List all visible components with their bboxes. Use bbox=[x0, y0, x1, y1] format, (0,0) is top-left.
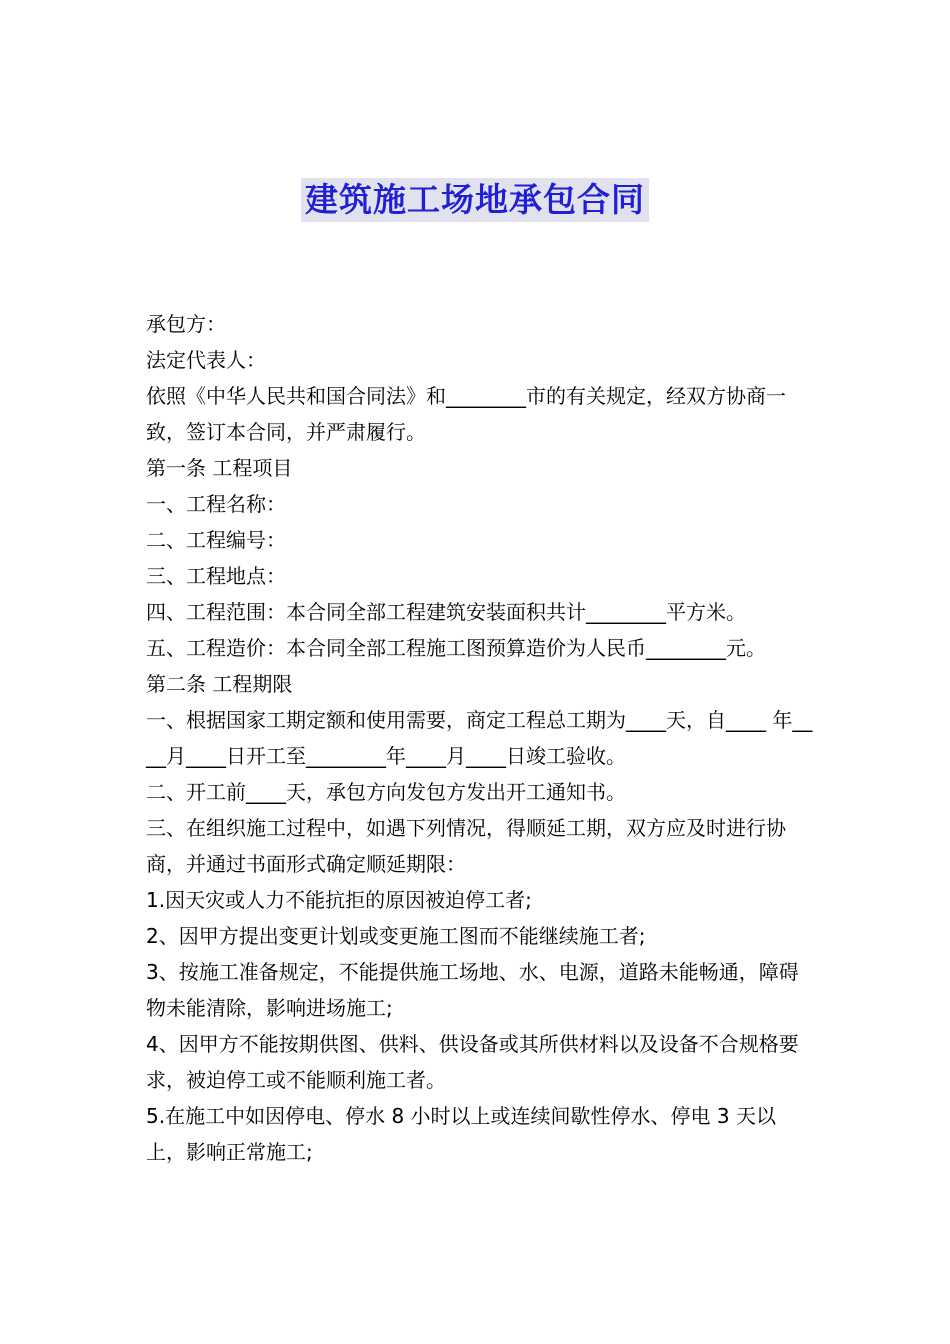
paragraph-project-location: 三、工程地点： bbox=[146, 564, 286, 588]
paragraph-project-cost: 五、工程造价：本合同全部工程施工图预算造价为人民币________元。 bbox=[146, 636, 766, 660]
paragraph-project-name: 一、工程名称： bbox=[146, 492, 286, 516]
list-item-3: 3、按施工准备规定，不能提供施工场地、水、电源，道路未能畅通，障碍物未能清除，影响进场施工; bbox=[146, 960, 799, 1020]
paragraph-project-number: 二、工程编号： bbox=[146, 528, 286, 552]
list-item-2: 2、因甲方提出变更计划或变更施工图而不能继续施工者; bbox=[146, 924, 646, 948]
paragraph-contractor: 承包方： bbox=[146, 312, 226, 336]
article-1-heading: 第一条 工程项目 bbox=[146, 456, 293, 480]
paragraph-extension: 三、在组织施工过程中，如遇下列情况，得顺延工期，双方应及时进行协商，并通过书面形式确定顺延期限： bbox=[146, 816, 786, 876]
list-item-4: 4、因甲方不能按期供图、供料、供设备或其所供材料以及设备不合规格要求，被迫停工或不能顺利施工者。 bbox=[146, 1032, 799, 1092]
paragraph-duration: 一、根据国家工期定额和使用需要，商定工程总工期为____天，自____ 年____月____日开工至________年____月____日竣工验收。 bbox=[146, 708, 813, 768]
title-container bbox=[0, 178, 950, 222]
paragraph-project-scope: 四、工程范围：本合同全部工程建筑安装面积共计________平方米。 bbox=[146, 600, 746, 624]
article-2-heading: 第二条 工程期限 bbox=[146, 672, 293, 696]
paragraph-basis: 依照《中华人民共和国合同法》和________市的有关规定，经双方协商一致，签订本合同，并严肃履行。 bbox=[146, 384, 786, 444]
list-item-5: 5.在施工中如因停电、停水 8 小时以上或连续间歇性停水、停电 3 天以上，影响正常施工; bbox=[146, 1104, 776, 1164]
document-body bbox=[146, 306, 814, 1170]
list-item-1: 1.因天灾或人力不能抗拒的原因被迫停工者; bbox=[146, 888, 532, 912]
paragraph-legal-rep: 法定代表人： bbox=[146, 348, 266, 372]
document-title: 建筑施工场地承包合同 bbox=[301, 178, 649, 222]
paragraph-start-notice: 二、开工前____天，承包方向发包方发出开工通知书。 bbox=[146, 780, 626, 804]
